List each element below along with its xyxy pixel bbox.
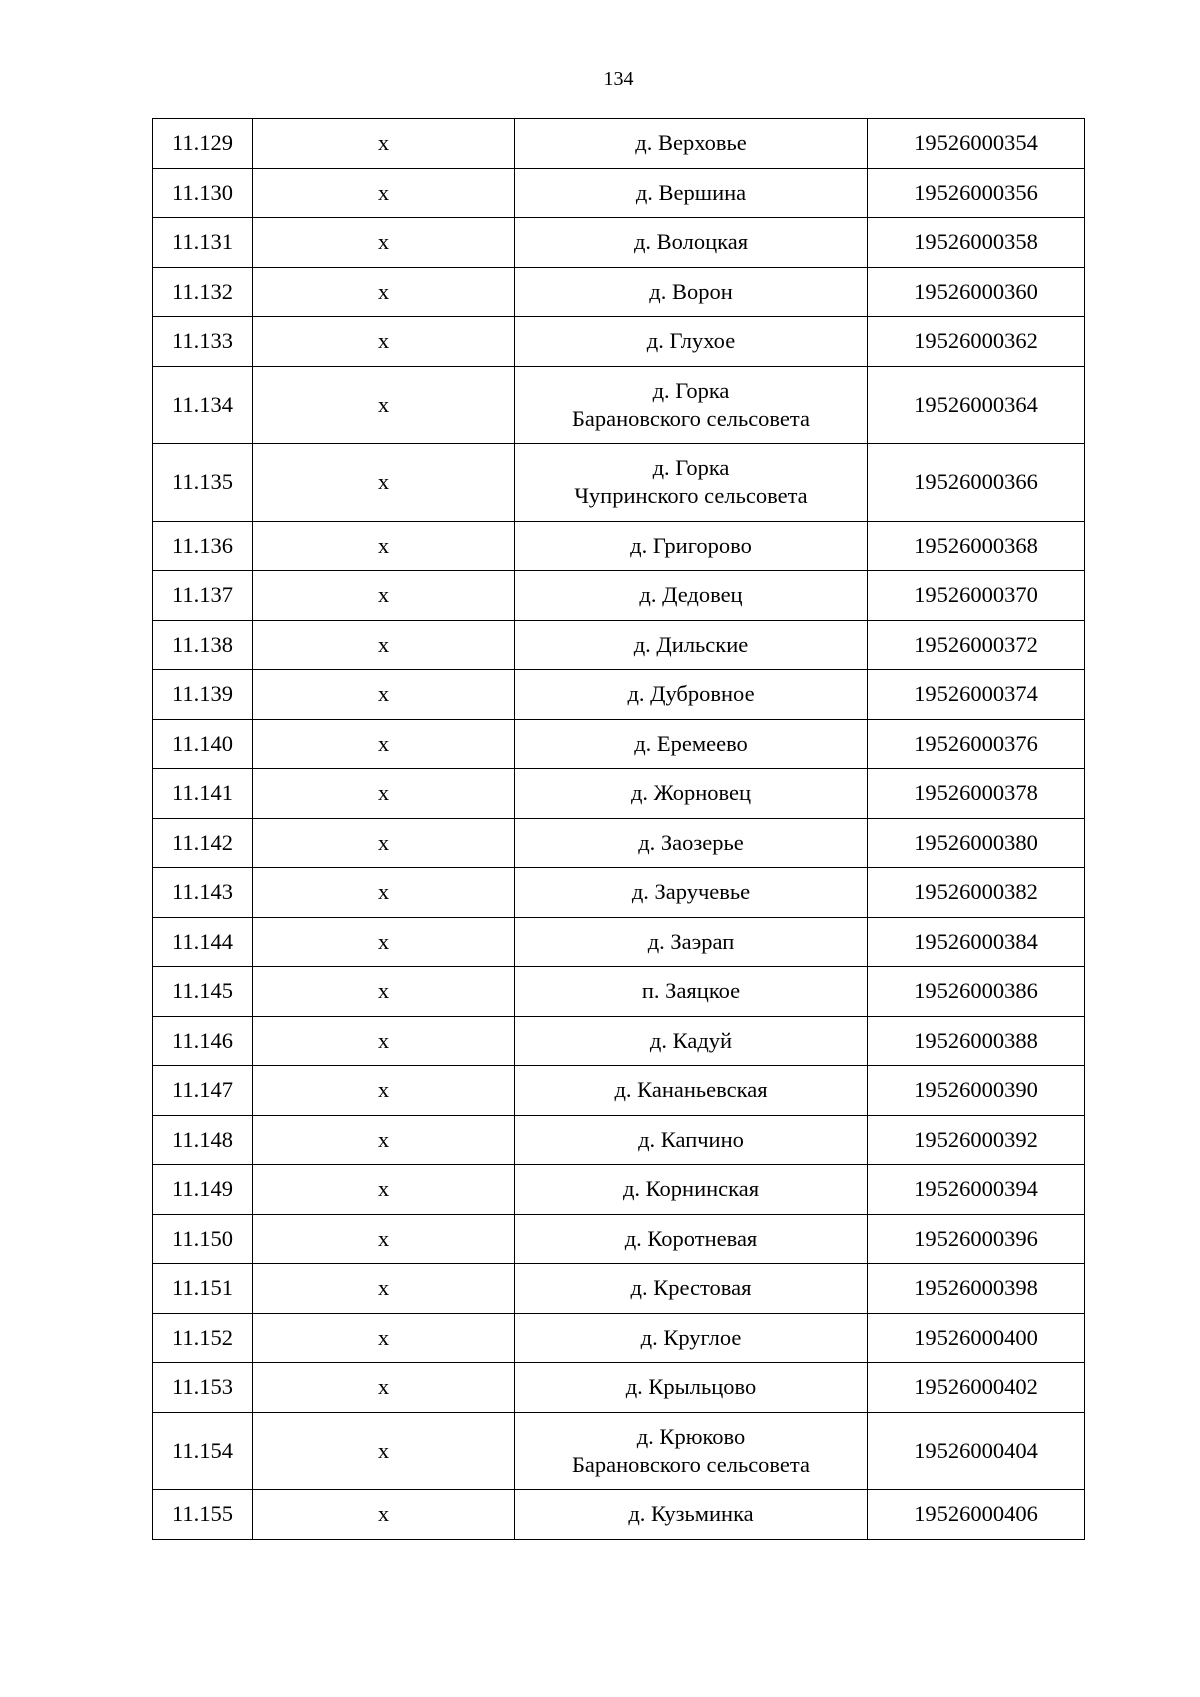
table-row — [153, 1412, 1085, 1490]
settlement-name-line: д. Крестовая — [630, 1275, 752, 1301]
settlement-name-line: Барановского сельсовета — [571, 1451, 811, 1477]
oktmo-code-cell: 19526000398 — [868, 1264, 1085, 1314]
settlement-name-line: д. Григорово — [630, 532, 752, 558]
settlement-name-cell — [515, 1115, 868, 1165]
oktmo-code-cell: 19526000396 — [868, 1214, 1085, 1264]
settlement-name-line: д. Капчино — [638, 1126, 744, 1152]
marker-cell: х — [253, 571, 515, 621]
settlement-name-line: д. Заручевье — [631, 879, 751, 905]
oktmo-code-cell: 19526000378 — [868, 769, 1085, 819]
settlement-name-cell — [515, 1363, 868, 1413]
settlement-name-cell — [515, 168, 868, 218]
oktmo-code-cell: 19526000360 — [868, 267, 1085, 317]
row-number-cell: 11.135 — [153, 444, 253, 522]
settlement-name-cell — [515, 521, 868, 571]
marker-cell: х — [253, 317, 515, 367]
row-number-cell: 11.130 — [153, 168, 253, 218]
settlement-name-cell — [515, 1313, 868, 1363]
settlement-name-line: д. Глухое — [646, 328, 736, 354]
row-number-cell: 11.150 — [153, 1214, 253, 1264]
settlement-name-cell — [515, 1165, 868, 1215]
oktmo-code-cell: 19526000366 — [868, 444, 1085, 522]
settlement-name-line: д. Еремеево — [634, 730, 748, 756]
table-row — [153, 1165, 1085, 1215]
table-row — [153, 1115, 1085, 1165]
settlement-name-cell — [515, 218, 868, 268]
table-row — [153, 1363, 1085, 1413]
oktmo-code-cell: 19526000356 — [868, 168, 1085, 218]
marker-cell: х — [253, 868, 515, 918]
table-row — [153, 769, 1085, 819]
settlement-name-cell — [515, 317, 868, 367]
settlement-name-line: д. Верховье — [635, 130, 747, 156]
marker-cell: х — [253, 1016, 515, 1066]
settlement-name-cell — [515, 967, 868, 1017]
settlement-name-cell — [515, 670, 868, 720]
table-row — [153, 868, 1085, 918]
table-row — [153, 818, 1085, 868]
settlement-name-cell — [515, 571, 868, 621]
table-row — [153, 571, 1085, 621]
marker-cell: х — [253, 521, 515, 571]
settlement-name-cell — [515, 719, 868, 769]
row-number-cell: 11.137 — [153, 571, 253, 621]
marker-cell: х — [253, 267, 515, 317]
page-number: 134 — [603, 68, 634, 90]
settlement-name-cell — [515, 366, 868, 444]
marker-cell: х — [253, 818, 515, 868]
marker-cell: х — [253, 218, 515, 268]
settlement-name-cell — [515, 1264, 868, 1314]
oktmo-code-cell: 19526000358 — [868, 218, 1085, 268]
table-row — [153, 444, 1085, 522]
oktmo-code-cell: 19526000380 — [868, 818, 1085, 868]
table-row — [153, 670, 1085, 720]
settlement-name-line: д. Кананьевская — [614, 1077, 768, 1103]
row-number-cell: 11.144 — [153, 917, 253, 967]
row-number-cell: 11.148 — [153, 1115, 253, 1165]
table-row — [153, 967, 1085, 1017]
settlement-name-cell — [515, 917, 868, 967]
settlement-name-cell — [515, 1490, 868, 1540]
settlement-name-line: д. Вершина — [635, 179, 747, 205]
row-number-cell: 11.155 — [153, 1490, 253, 1540]
oktmo-code-cell: 19526000368 — [868, 521, 1085, 571]
table-row — [153, 317, 1085, 367]
row-number-cell: 11.132 — [153, 267, 253, 317]
oktmo-code-cell: 19526000384 — [868, 917, 1085, 967]
oktmo-code-cell: 19526000382 — [868, 868, 1085, 918]
settlement-name-line: д. Корнинская — [622, 1176, 760, 1202]
oktmo-code-cell: 19526000400 — [868, 1313, 1085, 1363]
row-number-cell: 11.146 — [153, 1016, 253, 1066]
table-row — [153, 1214, 1085, 1264]
settlement-name-cell — [515, 444, 868, 522]
marker-cell: х — [253, 620, 515, 670]
settlement-name-line: д. Заозерье — [638, 829, 744, 855]
table-row — [153, 119, 1085, 169]
settlement-name-line: д. Заэрап — [647, 928, 735, 954]
row-number-cell: 11.143 — [153, 868, 253, 918]
marker-cell: х — [253, 1313, 515, 1363]
marker-cell: х — [253, 967, 515, 1017]
table-row — [153, 1016, 1085, 1066]
row-number-cell: 11.134 — [153, 366, 253, 444]
settlement-name-cell — [515, 868, 868, 918]
table-row — [153, 719, 1085, 769]
marker-cell: х — [253, 444, 515, 522]
settlement-name-line: д. Волоцкая — [633, 229, 749, 255]
row-number-cell: 11.139 — [153, 670, 253, 720]
settlement-name-line: д. Горка — [652, 377, 730, 403]
settlement-name-line: д. Дедовец — [639, 582, 743, 608]
row-number-cell: 11.140 — [153, 719, 253, 769]
row-number-cell: 11.149 — [153, 1165, 253, 1215]
row-number-cell: 11.131 — [153, 218, 253, 268]
row-number-cell: 11.145 — [153, 967, 253, 1017]
row-number-cell: 11.136 — [153, 521, 253, 571]
oktmo-code-cell: 19526000394 — [868, 1165, 1085, 1215]
settlement-name-line: д. Дильские — [633, 631, 749, 657]
settlement-name-cell — [515, 818, 868, 868]
oktmo-code-cell: 19526000354 — [868, 119, 1085, 169]
settlement-name-line: д. Крыльцово — [625, 1374, 757, 1400]
marker-cell: х — [253, 1363, 515, 1413]
settlement-name-line: д. Кузьминка — [628, 1501, 754, 1527]
row-number-cell: 11.129 — [153, 119, 253, 169]
table-row — [153, 521, 1085, 571]
table-body — [153, 119, 1085, 1540]
row-number-cell: 11.152 — [153, 1313, 253, 1363]
table-row — [153, 620, 1085, 670]
marker-cell: х — [253, 1115, 515, 1165]
table-row — [153, 1066, 1085, 1116]
settlement-name-line: д. Ворон — [649, 278, 733, 304]
oktmo-code-cell: 19526000404 — [868, 1412, 1085, 1490]
settlement-name-line: д. Кадуй — [649, 1027, 733, 1053]
settlements-table — [152, 118, 1085, 1540]
marker-cell: х — [253, 670, 515, 720]
settlement-name-line: д. Дубровное — [627, 681, 755, 707]
marker-cell: х — [253, 1165, 515, 1215]
marker-cell: х — [253, 1066, 515, 1116]
settlement-name-line: п. Заяцкое — [641, 978, 741, 1004]
oktmo-code-cell: 19526000370 — [868, 571, 1085, 621]
settlement-name-cell — [515, 1016, 868, 1066]
settlement-name-line: д. Круглое — [640, 1324, 742, 1350]
settlement-name-cell — [515, 267, 868, 317]
row-number-cell: 11.151 — [153, 1264, 253, 1314]
settlement-name-line: Чупринского сельсовета — [574, 483, 808, 509]
oktmo-code-cell: 19526000364 — [868, 366, 1085, 444]
settlement-name-cell — [515, 769, 868, 819]
marker-cell: х — [253, 719, 515, 769]
row-number-cell: 11.153 — [153, 1363, 253, 1413]
settlement-name-cell — [515, 620, 868, 670]
marker-cell: х — [253, 917, 515, 967]
table-row — [153, 366, 1085, 444]
table-row — [153, 917, 1085, 967]
settlement-name-line: д. Крюково — [636, 1423, 746, 1449]
oktmo-code-cell: 19526000402 — [868, 1363, 1085, 1413]
table-row — [153, 1313, 1085, 1363]
row-number-cell: 11.147 — [153, 1066, 253, 1116]
table-row — [153, 218, 1085, 268]
row-number-cell: 11.141 — [153, 769, 253, 819]
settlement-name-cell — [515, 1412, 868, 1490]
settlement-name-cell — [515, 119, 868, 169]
marker-cell: х — [253, 366, 515, 444]
settlement-name-cell — [515, 1066, 868, 1116]
settlement-name-line: д. Жорновец — [630, 780, 752, 806]
marker-cell: х — [253, 119, 515, 169]
marker-cell: х — [253, 769, 515, 819]
settlement-name-cell — [515, 1214, 868, 1264]
settlement-name-line: д. Горка — [652, 455, 730, 481]
settlement-name-line: Барановского сельсовета — [571, 405, 811, 431]
oktmo-code-cell: 19526000372 — [868, 620, 1085, 670]
oktmo-code-cell: 19526000386 — [868, 967, 1085, 1017]
settlement-name-line: д. Коротневая — [624, 1225, 758, 1251]
table-row — [153, 1490, 1085, 1540]
marker-cell: х — [253, 168, 515, 218]
oktmo-code-cell: 19526000390 — [868, 1066, 1085, 1116]
marker-cell: х — [253, 1214, 515, 1264]
row-number-cell: 11.154 — [153, 1412, 253, 1490]
marker-cell: х — [253, 1490, 515, 1540]
row-number-cell: 11.133 — [153, 317, 253, 367]
oktmo-code-cell: 19526000376 — [868, 719, 1085, 769]
oktmo-code-cell: 19526000374 — [868, 670, 1085, 720]
row-number-cell: 11.138 — [153, 620, 253, 670]
table-row — [153, 267, 1085, 317]
oktmo-code-cell: 19526000392 — [868, 1115, 1085, 1165]
row-number-cell: 11.142 — [153, 818, 253, 868]
table-row — [153, 1264, 1085, 1314]
marker-cell: х — [253, 1264, 515, 1314]
marker-cell: х — [253, 1412, 515, 1490]
table-row — [153, 168, 1085, 218]
oktmo-code-cell: 19526000388 — [868, 1016, 1085, 1066]
oktmo-code-cell: 19526000362 — [868, 317, 1085, 367]
oktmo-code-cell: 19526000406 — [868, 1490, 1085, 1540]
